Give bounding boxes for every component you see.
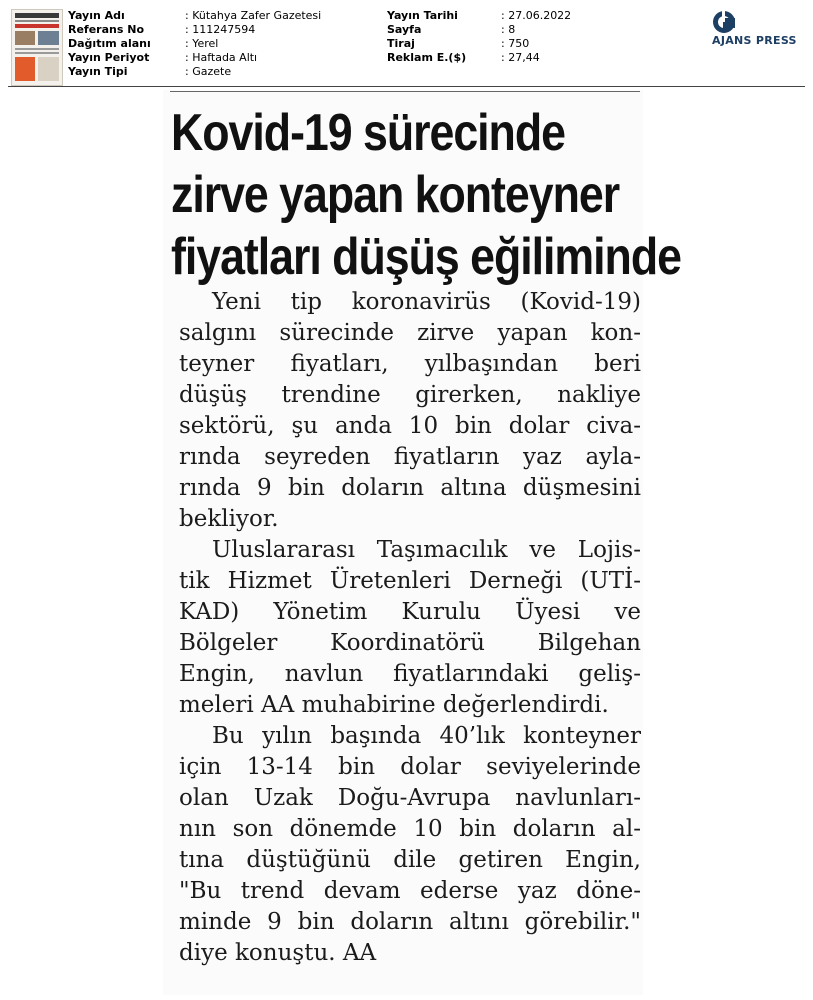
meta-label: Yayın Adı — [68, 9, 125, 22]
text-line: için 13-14 bin dolar seviyelerinde — [179, 754, 641, 780]
meta-row — [68, 9, 321, 23]
meta-row — [387, 9, 571, 23]
meta-label: Tiraj — [387, 37, 415, 50]
text-line: meleri AA muhabirine değerlendirdi. — [179, 692, 609, 718]
text-line: tına düştüğünü dile getiren Engin, — [179, 847, 641, 873]
meta-label: Yayın Tarihi — [387, 9, 458, 22]
meta-row — [387, 51, 571, 65]
meta-label: Dağıtım alanı — [68, 37, 151, 50]
clipping-header — [0, 0, 813, 88]
clipping-top-rule — [170, 91, 640, 92]
header-divider — [8, 86, 805, 87]
meta-label: Referans No — [68, 23, 144, 36]
meta-label: Yayın Tipi — [68, 65, 128, 78]
meta-value: : 750 — [501, 37, 530, 50]
text-line: KAD) Yönetim Kurulu Üyesi ve — [179, 599, 641, 625]
text-line: Yeni tip koronavirüs (Kovid-19) — [212, 289, 641, 315]
meta-label: Yayın Periyot — [68, 51, 150, 64]
ajans-press-logo — [712, 10, 804, 50]
text-line: Engin, navlun fiyatlarındaki geliş- — [179, 661, 641, 687]
meta-value: : 27,44 — [501, 51, 540, 64]
text-line: teyner fiyatları, yılbaşından beri — [179, 351, 641, 377]
meta-label: Reklam E.($) — [387, 51, 467, 64]
text-line: minde 9 bin doların altını görebilir." — [179, 909, 641, 935]
article-body — [179, 287, 641, 969]
meta-value: : 8 — [501, 23, 516, 36]
headline-line: fiyatları düşüş eğiliminde — [171, 228, 681, 286]
text-line: Bölgeler Koordinatörü Bilgehan — [179, 630, 641, 656]
meta-value: : 111247594 — [185, 23, 256, 36]
headline-line: Kovid-19 sürecinde — [171, 104, 565, 162]
article-paragraph — [179, 721, 641, 969]
logo-text: AJANS PRESS — [712, 34, 797, 47]
text-line: nın son dönemde 10 bin doların al- — [179, 816, 641, 842]
article-paragraph — [179, 287, 641, 535]
publication-meta-right — [387, 9, 571, 65]
meta-row — [387, 23, 571, 37]
text-line: "Bu trend devam ederse yaz döne- — [179, 878, 641, 904]
text-line: rında seyreden fiyatların yaz ayla- — [179, 444, 641, 470]
meta-value: : 27.06.2022 — [501, 9, 572, 22]
meta-value: : Gazete — [185, 65, 232, 78]
meta-row — [68, 23, 321, 37]
meta-label: Sayfa — [387, 23, 422, 36]
text-line: salgını sürecinde zirve yapan kon- — [179, 320, 641, 346]
text-line: bekliyor. — [179, 506, 279, 532]
publication-meta-left — [68, 9, 321, 79]
ajans-press-logo-icon — [712, 10, 736, 34]
text-line: Uluslararası Taşımacılık ve Lojis- — [212, 537, 641, 563]
text-line: düşüş trendine girerken, nakliye — [179, 382, 641, 408]
text-line: sektörü, şu anda 10 bin dolar civa- — [179, 413, 641, 439]
article-headline — [171, 102, 681, 288]
headline-line: zirve yapan konteyner — [171, 166, 620, 224]
text-line: diye konuştu. AA — [179, 940, 377, 966]
meta-value: : Haftada Altı — [185, 51, 258, 64]
article-paragraph — [179, 535, 641, 721]
text-line: tik Hizmet Üretenleri Derneği (UTİ- — [179, 568, 641, 594]
meta-value: : Yerel — [185, 37, 219, 50]
meta-row — [387, 37, 571, 51]
meta-row — [68, 65, 321, 79]
meta-row — [68, 51, 321, 65]
text-line: olan Uzak Doğu-Avrupa navlunları- — [179, 785, 641, 811]
meta-value: : Kütahya Zafer Gazetesi — [185, 9, 322, 22]
newspaper-thumbnail — [11, 9, 63, 86]
text-line: Bu yılın başında 40’lık konteyner — [212, 723, 641, 749]
meta-row — [68, 37, 321, 51]
text-line: rında 9 bin doların altına düşmesini — [179, 475, 641, 501]
